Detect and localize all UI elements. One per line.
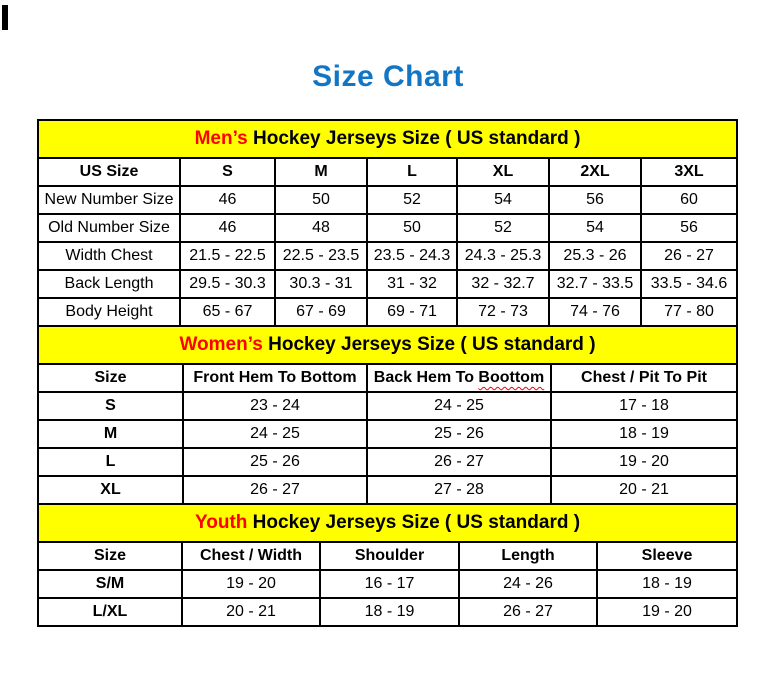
size-value-cell: 18 - 19 <box>320 598 459 626</box>
band-title <box>38 504 737 542</box>
header-text: Back Hem To <box>373 369 479 386</box>
column-header: Size <box>38 364 183 392</box>
size-value-cell: 72 - 73 <box>457 298 549 326</box>
size-value-cell: 26 - 27 <box>641 242 737 270</box>
size-value-cell: 54 <box>549 214 641 242</box>
row-label: Back Length <box>38 270 180 298</box>
size-value-cell: 22.5 - 23.5 <box>275 242 367 270</box>
size-value-cell: 24 - 25 <box>183 420 367 448</box>
table-row <box>38 476 737 504</box>
band-highlight: Men’s <box>194 128 248 149</box>
table-row <box>38 570 737 598</box>
size-value-cell: 74 - 76 <box>549 298 641 326</box>
womens-header-row <box>38 364 737 392</box>
row-label: M <box>38 420 183 448</box>
size-value-cell: 77 - 80 <box>641 298 737 326</box>
mens-band <box>38 120 737 158</box>
size-value-cell: 26 - 27 <box>367 448 551 476</box>
band-rest: Hockey Jerseys Size ( US standard ) <box>247 512 581 533</box>
size-value-cell: 27 - 28 <box>367 476 551 504</box>
column-header: Length <box>459 542 597 570</box>
table-row <box>38 242 737 270</box>
size-value-cell: 25 - 26 <box>183 448 367 476</box>
band-rest: Hockey Jerseys Size ( US standard ) <box>247 128 581 149</box>
column-header: Shoulder <box>320 542 459 570</box>
column-header: XL <box>457 158 549 186</box>
size-value-cell: 50 <box>367 214 457 242</box>
column-header: 2XL <box>549 158 641 186</box>
size-tables <box>37 119 737 627</box>
band-highlight: Youth <box>194 512 248 533</box>
row-label: Old Number Size <box>38 214 180 242</box>
column-header: Chest / Pit To Pit <box>551 364 737 392</box>
band-highlight: Women’s <box>179 334 263 355</box>
size-value-cell: 23.5 - 24.3 <box>367 242 457 270</box>
size-value-cell: 21.5 - 22.5 <box>180 242 275 270</box>
band-rest: Hockey Jerseys Size ( US standard ) <box>262 334 596 355</box>
table-row <box>38 298 737 326</box>
table-row <box>38 214 737 242</box>
column-header: L <box>367 158 457 186</box>
column-header: Front Hem To Bottom <box>183 364 367 392</box>
column-header: Sleeve <box>597 542 737 570</box>
size-value-cell: 31 - 32 <box>367 270 457 298</box>
size-value-cell: 46 <box>180 186 275 214</box>
size-value-cell: 54 <box>457 186 549 214</box>
misspelled-word: Boottom <box>478 369 545 386</box>
size-value-cell: 18 - 19 <box>551 420 737 448</box>
size-value-cell: 20 - 21 <box>551 476 737 504</box>
table-row <box>38 598 737 626</box>
size-value-cell: 19 - 20 <box>551 448 737 476</box>
size-value-cell: 56 <box>549 186 641 214</box>
table-row <box>38 448 737 476</box>
column-header: 3XL <box>641 158 737 186</box>
size-value-cell: 29.5 - 30.3 <box>180 270 275 298</box>
youth-size-table <box>37 503 738 627</box>
row-label: L/XL <box>38 598 182 626</box>
row-label: L <box>38 448 183 476</box>
column-header: US Size <box>38 158 180 186</box>
table-row <box>38 270 737 298</box>
table-row <box>38 392 737 420</box>
size-value-cell: 33.5 - 34.6 <box>641 270 737 298</box>
row-label: New Number Size <box>38 186 180 214</box>
size-value-cell: 19 - 20 <box>182 570 320 598</box>
size-value-cell: 56 <box>641 214 737 242</box>
youth-header-row <box>38 542 737 570</box>
size-value-cell: 67 - 69 <box>275 298 367 326</box>
row-label: Width Chest <box>38 242 180 270</box>
mens-header-row <box>38 158 737 186</box>
womens-band <box>38 326 737 364</box>
table-row <box>38 420 737 448</box>
size-value-cell: 60 <box>641 186 737 214</box>
size-value-cell: 26 - 27 <box>459 598 597 626</box>
column-header <box>367 364 551 392</box>
youth-band <box>38 504 737 542</box>
size-value-cell: 25 - 26 <box>367 420 551 448</box>
size-value-cell: 50 <box>275 186 367 214</box>
column-header: M <box>275 158 367 186</box>
womens-size-table <box>37 325 738 505</box>
row-label: S <box>38 392 183 420</box>
size-value-cell: 32 - 32.7 <box>457 270 549 298</box>
band-title <box>38 120 737 158</box>
column-header: Chest / Width <box>182 542 320 570</box>
size-value-cell: 18 - 19 <box>597 570 737 598</box>
band-title <box>38 326 737 364</box>
size-value-cell: 26 - 27 <box>183 476 367 504</box>
size-value-cell: 17 - 18 <box>551 392 737 420</box>
size-value-cell: 19 - 20 <box>597 598 737 626</box>
column-header: Size <box>38 542 182 570</box>
size-value-cell: 48 <box>275 214 367 242</box>
size-value-cell: 25.3 - 26 <box>549 242 641 270</box>
size-value-cell: 65 - 67 <box>180 298 275 326</box>
size-value-cell: 24 - 26 <box>459 570 597 598</box>
size-value-cell: 32.7 - 33.5 <box>549 270 641 298</box>
size-value-cell: 16 - 17 <box>320 570 459 598</box>
text-cursor <box>2 5 8 30</box>
row-label: XL <box>38 476 183 504</box>
size-value-cell: 30.3 - 31 <box>275 270 367 298</box>
row-label: S/M <box>38 570 182 598</box>
size-value-cell: 24.3 - 25.3 <box>457 242 549 270</box>
column-header: S <box>180 158 275 186</box>
size-value-cell: 23 - 24 <box>183 392 367 420</box>
size-value-cell: 46 <box>180 214 275 242</box>
size-value-cell: 20 - 21 <box>182 598 320 626</box>
size-value-cell: 52 <box>457 214 549 242</box>
size-value-cell: 69 - 71 <box>367 298 457 326</box>
mens-size-table <box>37 119 738 327</box>
size-value-cell: 24 - 25 <box>367 392 551 420</box>
size-value-cell: 52 <box>367 186 457 214</box>
table-row <box>38 186 737 214</box>
page-title: Size Chart <box>312 60 464 93</box>
row-label: Body Height <box>38 298 180 326</box>
